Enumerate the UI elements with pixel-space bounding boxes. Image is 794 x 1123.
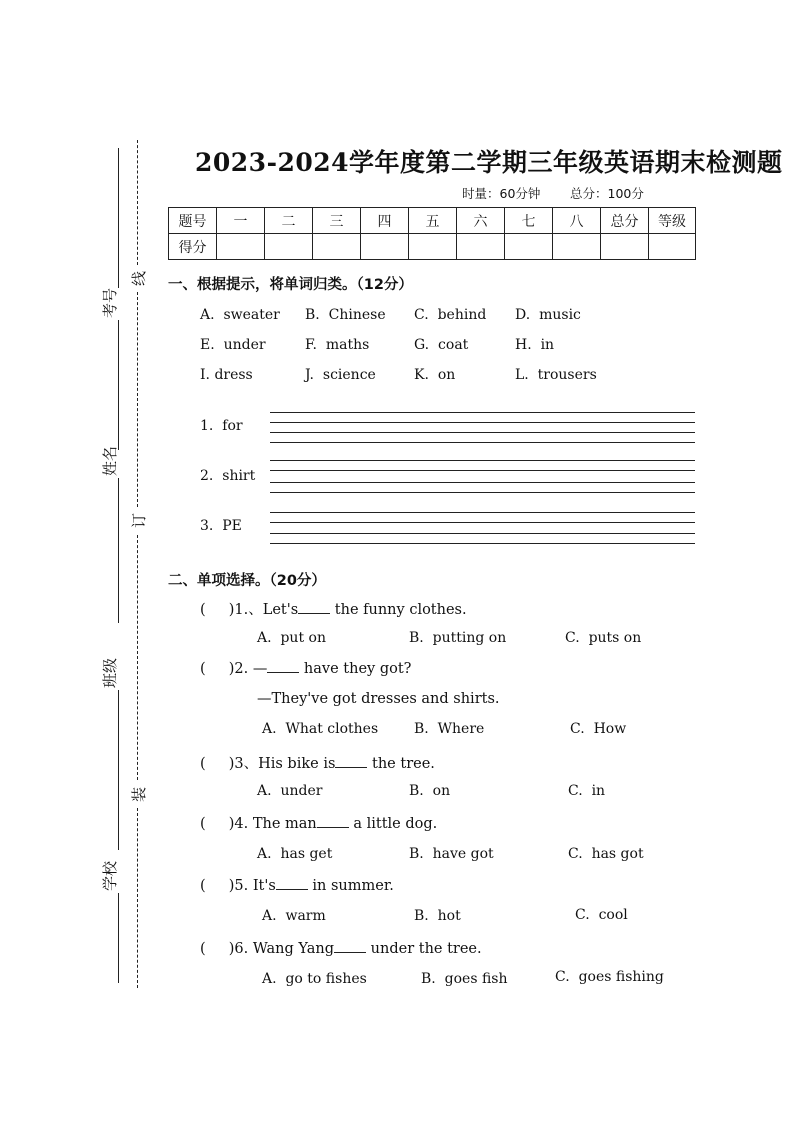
answer-line[interactable] [270,442,695,443]
option-letter: A. [200,307,215,323]
binding-dashed-line [137,808,138,988]
choice-c[interactable]: C. How [570,721,627,737]
score-row-label: 得分 [169,234,217,260]
question-text: Wang Yang [252,941,335,957]
answer-blank[interactable] [334,940,366,953]
question-text: It's [252,878,276,894]
choice-a[interactable]: A. go to fishes [262,971,367,987]
score-cell: 等级 [649,208,696,234]
choice-c[interactable]: C. has got [568,846,644,862]
answer-line[interactable] [270,492,695,493]
option-letter: H. [515,337,532,353]
option-word: sweater [223,307,280,323]
binding-dashed-line [137,292,138,507]
option-letter: C. [414,307,429,323]
option-label [200,307,280,323]
choice-b[interactable]: B. goes fish [421,971,508,987]
binding-line-left [118,148,119,288]
score-cell: 八 [553,208,601,234]
binding-dashed-line [137,140,138,265]
page-title: 2023-2024学年度第二学期三年级英语期末检测题 [195,148,783,177]
option-letter: B. [305,307,320,323]
score-cell: 一 [217,208,265,234]
score-input-cell[interactable] [457,234,505,260]
option-label [414,367,455,383]
option-word: on [437,367,456,383]
score-cell: 五 [409,208,457,234]
score-cell: 三 [313,208,361,234]
option-word: science [322,367,376,383]
answer-line[interactable] [270,432,695,433]
question-1: ( )1.、Let's the funny clothes. [200,602,467,618]
option-label [200,337,266,353]
question-number: )6. [228,941,249,957]
question-text: under the tree. [370,941,482,957]
score-input-cell[interactable] [649,234,696,260]
question-text: a little dog. [353,816,438,832]
answer-line[interactable] [270,422,695,423]
option-word: coat [438,337,469,353]
option-label [305,307,386,323]
score-cell: 七 [505,208,553,234]
option-label [305,337,369,353]
option-letter: I. [200,367,210,383]
choice-c[interactable]: C. in [568,783,606,799]
score-cell: 题号 [169,208,217,234]
choice-b[interactable]: B. on [409,783,451,799]
option-word: Chinese [328,307,386,323]
score-input-cell[interactable] [409,234,457,260]
question-2: ( )2. — have they got? [200,661,412,677]
question-text: have they got? [303,661,412,677]
question-6: ( )6. Wang Yang under the tree. [200,941,482,957]
choice-a[interactable]: A. What clothes [262,721,379,737]
choice-b[interactable]: B. hot [414,908,461,924]
option-word: dress [214,367,253,383]
score-table-header-row [169,208,696,234]
score-input-cell[interactable] [217,234,265,260]
section2-title: 二、单项选择。（20分） [168,573,326,589]
answer-line[interactable] [270,522,695,523]
choice-a[interactable]: A. under [257,783,323,799]
score-cell: 六 [457,208,505,234]
answer-blank[interactable] [335,755,367,768]
option-word: maths [325,337,370,353]
choice-a[interactable]: A. warm [262,908,326,924]
answer-blank[interactable] [317,815,349,828]
question-5: ( )5. It's in summer. [200,878,394,894]
option-letter: G. [414,337,430,353]
question-text: The man [252,816,317,832]
choice-a[interactable]: A. put on [257,630,326,646]
binding-line-left [118,690,119,850]
option-letter: L. [515,367,529,383]
binding-line-left [118,320,119,450]
name-label: 姓名 [101,445,119,476]
category-label: 1. for [200,418,243,434]
option-letter: D. [515,307,531,323]
score-input-cell[interactable] [553,234,601,260]
option-label [515,337,554,353]
score-table [168,207,696,260]
score-input-cell[interactable] [505,234,553,260]
question-number: )3、 [228,756,259,772]
exam-total: 总分：100分 [570,186,644,201]
score-cell: 二 [265,208,313,234]
exam-number-label: 考号 [101,287,119,318]
option-letter: F. [305,337,317,353]
question-number: )1.、 [228,602,263,618]
question-text: the funny clothes. [334,602,467,618]
question-text: in summer. [312,878,394,894]
choice-c[interactable]: C. goes fishing [555,969,664,985]
question-2-answer-line: —They've got dresses and shirts. [257,691,500,707]
question-number: )4. [228,816,249,832]
score-table-score-row [169,234,696,260]
score-input-cell[interactable] [361,234,409,260]
answer-line[interactable] [270,412,695,413]
option-word: in [540,337,555,353]
option-word: trousers [537,367,597,383]
class-label: 班级 [101,657,119,688]
answer-blank[interactable] [298,601,330,614]
category-label: 3. PE [200,518,242,534]
binding-line-left [118,478,119,623]
question-number: )5. [228,878,249,894]
category-label: 2. shirt [200,468,256,484]
option-label [200,367,253,383]
choice-c[interactable]: C. cool [575,907,628,923]
score-input-cell[interactable] [601,234,649,260]
answer-line[interactable] [270,470,695,471]
option-label [414,307,486,323]
exam-time: 时量：60分钟 [462,186,541,201]
option-label [414,337,468,353]
answer-line[interactable] [270,482,695,483]
choice-a[interactable]: A. has get [257,846,333,862]
answer-line[interactable] [270,460,695,461]
school-label: 学校 [101,860,119,891]
option-word: music [539,307,581,323]
section1-title: 一、根据提示，将单词归类。（12分） [168,277,413,293]
option-label [515,367,597,383]
question-text: His bike is [258,756,336,772]
binding-mark-bind: 装 [130,786,149,803]
answer-blank[interactable] [276,877,308,890]
score-input-cell[interactable] [265,234,313,260]
binding-dashed-line [137,535,138,780]
choice-b[interactable]: B. putting on [409,630,507,646]
choice-b[interactable]: B. Where [414,721,485,737]
answer-blank[interactable] [267,660,299,673]
option-letter: E. [200,337,215,353]
question-text: — [252,661,268,677]
option-letter: J. [305,367,314,383]
binding-mark-staple: 订 [130,512,149,529]
answer-line[interactable] [270,543,695,544]
question-text: Let's [262,602,299,618]
score-input-cell[interactable] [313,234,361,260]
option-label [305,367,376,383]
question-3: ( )3、His bike is the tree. [200,756,435,772]
score-cell: 四 [361,208,409,234]
choice-b[interactable]: B. have got [409,846,494,862]
option-word: under [223,337,266,353]
answer-line[interactable] [270,512,695,513]
question-text: the tree. [372,756,435,772]
binding-line-left [118,893,119,983]
choice-c[interactable]: C. puts on [565,630,642,646]
option-letter: K. [414,367,429,383]
question-4: ( )4. The man a little dog. [200,816,438,832]
answer-line[interactable] [270,533,695,534]
score-cell: 总分 [601,208,649,234]
option-word: behind [437,307,487,323]
question-number: )2. [228,661,249,677]
option-label [515,307,581,323]
binding-mark-line: 线 [130,270,149,287]
